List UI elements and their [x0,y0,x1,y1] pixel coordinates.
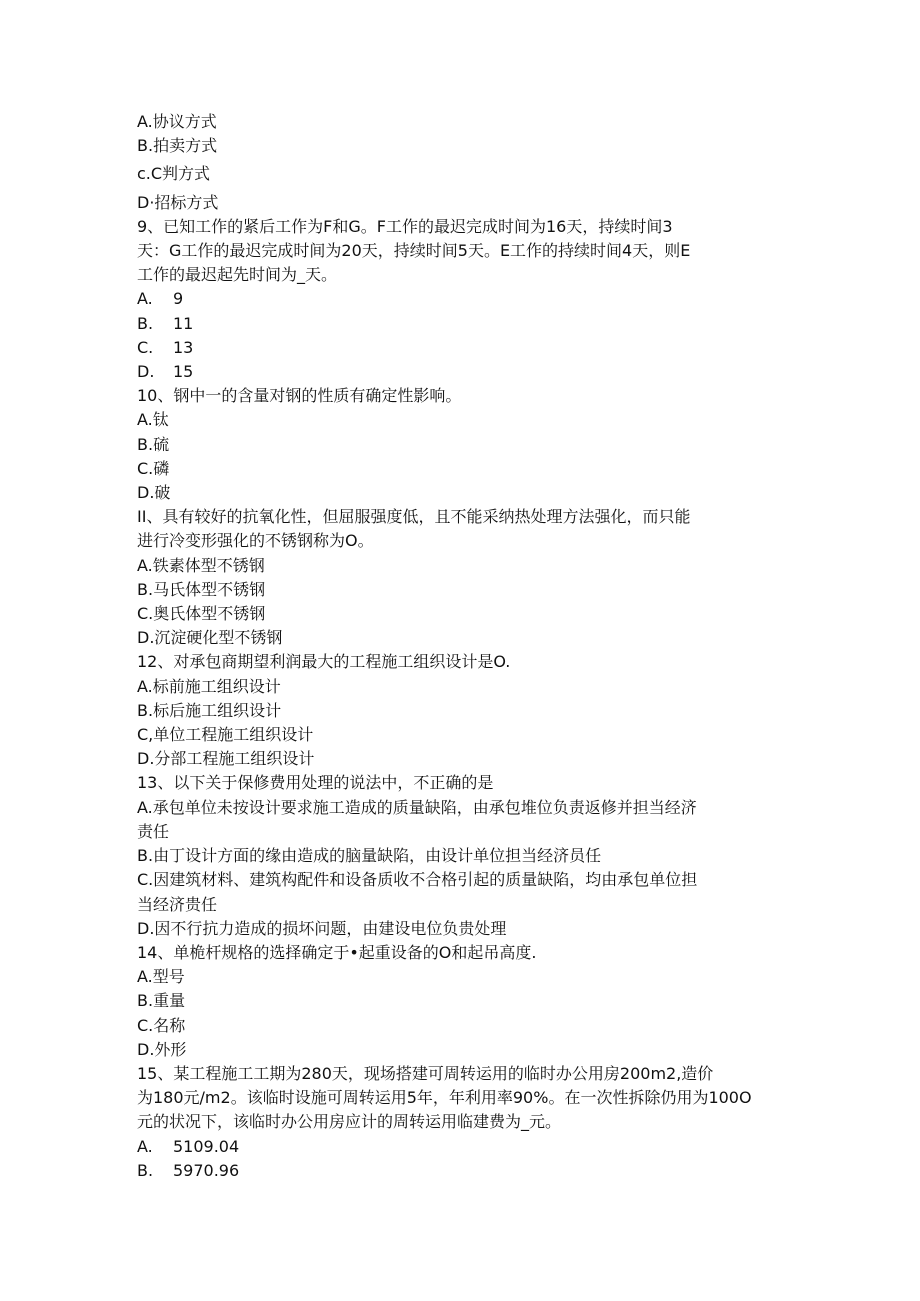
option-label: D. [137,362,155,382]
option-line: A.承包单位未按设计要求施工造成的质量缺陷，由承包堆位负责返修并担当经济 [137,797,697,817]
question-text: 进行冷变形强化的不锈钢称为O。 [137,531,374,551]
question-text: 13、以下关于保修费用处理的说法中，不正确的是 [137,773,494,793]
option-line: 责任 [137,821,170,841]
option-label: A. [137,289,153,309]
option-line: D.分部工程施工组织设计 [137,749,315,769]
option-value: 13 [173,337,194,357]
question-text: 9、已知工作的紧后工作为F和G。F工作的最迟完成时间为16天，持续时间3 [137,216,673,236]
question-text: 元的状况下，该临时办公用房应计的周转运用临建费为_元。 [137,1112,562,1132]
option-line [137,312,787,336]
option-line [137,1135,787,1159]
option-line: D·招标方式 [137,192,219,212]
option-label: B. [137,1160,154,1180]
option-value: 9 [173,289,184,309]
option-line [137,336,787,360]
option-line: A.型号 [137,967,185,987]
option-line: c.C判方式 [137,164,211,184]
option-line: D.破 [137,483,171,503]
option-line: B.由丁设计方面的缘由造成的脑量缺陷，由设计单位担当经济员任 [137,846,602,866]
option-line: B.硫 [137,434,170,454]
question-text: 15、某工程施工工期为280天，现场搭建可周转运用的临时办公用房200m2,造价 [137,1063,714,1083]
option-line: B.拍卖方式 [137,136,218,156]
option-value: 5970.96 [173,1160,240,1180]
option-line: A.标前施工组织设计 [137,676,281,696]
option-label: B. [137,313,154,333]
option-line [137,1159,787,1183]
option-line: 当经济贵任 [137,894,218,914]
option-line: B.重量 [137,991,186,1011]
option-value: 11 [173,313,194,333]
option-line: C.磷 [137,458,170,478]
option-line: A.铁素体型不锈钢 [137,555,265,575]
question-text: 14、单桅杆规格的选择确定于•起重设备的O和起吊高度. [137,942,537,962]
option-line: A.钛 [137,410,169,430]
question-text: 天：G工作的最迟完成时间为20天，持续时间5天。E工作的持续时间4天，则E [137,241,691,261]
option-line: C.名称 [137,1015,186,1035]
option-value: 5109.04 [173,1136,240,1156]
option-value: 15 [173,362,194,382]
option-line: D.因不行抗力造成的损坏问题，由建设电位负贵处理 [137,918,507,938]
question-text: 工作的最迟起先时间为_天。 [137,265,338,285]
option-line [137,360,787,384]
option-line: B.马氏体型不锈钢 [137,579,266,599]
option-line: C.因建筑材料、建筑构配件和设备质收不合格引起的质量缺陷，均由承包单位担 [137,870,698,890]
option-label: A. [137,1136,153,1156]
question-text: 12、对承包商期望利润最大的工程施工组织设计是O. [137,652,511,672]
option-line: A.协议方式 [137,112,217,131]
option-line: D.沉淀硬化型不锈钢 [137,628,283,648]
option-line [137,287,787,311]
question-text: II、具有较好的抗氧化性，但屈服强度低，且不能采纳热处理方法强化，而只能 [137,507,691,527]
option-line: D.外形 [137,1039,187,1059]
option-line: C,单位工程施工组织设计 [137,725,314,745]
question-text: 10、钢中一的含量对钢的性质有确定性影响。 [137,386,462,406]
question-text: 为180元/m2。该临时设施可周转运用5年，年利用率90%。在一次性拆除仍用为100O [137,1088,752,1108]
document-page [137,110,787,1183]
option-line: B.标后施工组织设计 [137,700,282,720]
option-line: C.奥氏体型不锈钢 [137,604,266,624]
option-label: C. [137,337,154,357]
